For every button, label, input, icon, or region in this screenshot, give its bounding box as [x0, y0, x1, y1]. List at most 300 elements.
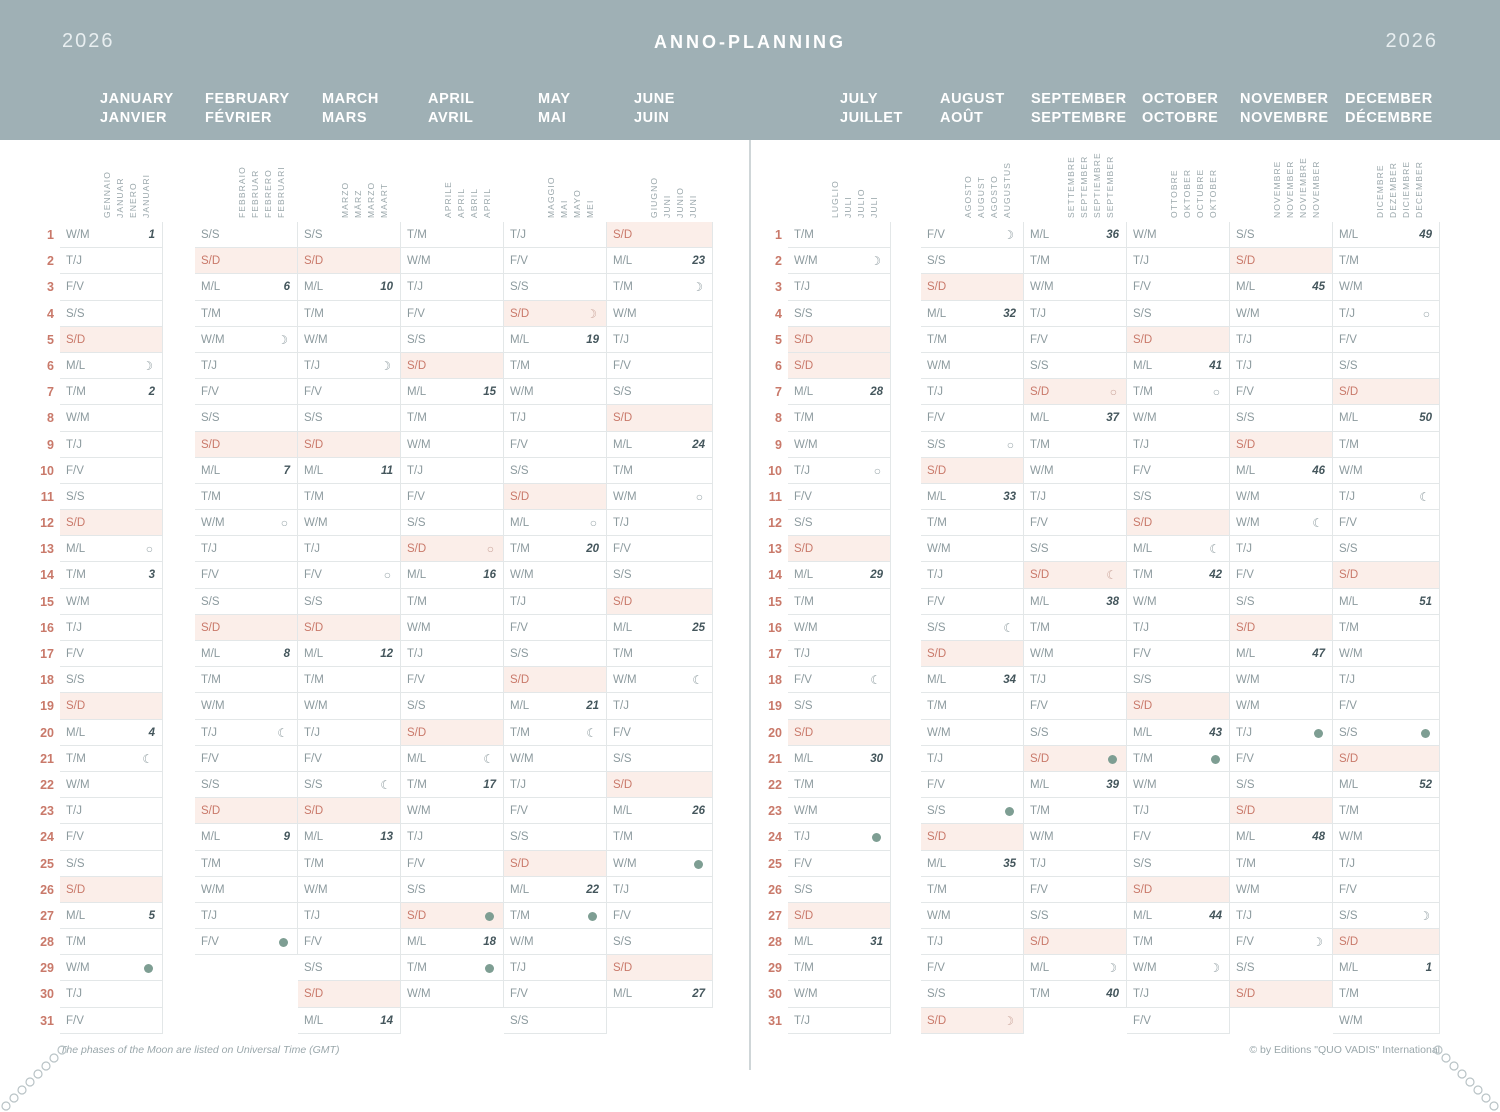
- calendar-cell[interactable]: [401, 222, 504, 248]
- calendar-cell[interactable]: [195, 536, 298, 562]
- calendar-cell[interactable]: [921, 484, 1024, 510]
- calendar-cell[interactable]: [1024, 877, 1127, 903]
- calendar-cell[interactable]: [1333, 772, 1440, 798]
- calendar-cell[interactable]: [607, 589, 713, 615]
- calendar-cell[interactable]: [607, 824, 713, 850]
- calendar-cell[interactable]: [401, 248, 504, 274]
- calendar-cell[interactable]: [298, 432, 401, 458]
- calendar-cell[interactable]: [921, 667, 1024, 693]
- calendar-cell[interactable]: [788, 824, 891, 850]
- calendar-cell[interactable]: [788, 981, 891, 1007]
- calendar-cell[interactable]: [921, 353, 1024, 379]
- calendar-cell[interactable]: [1333, 353, 1440, 379]
- calendar-cell[interactable]: [921, 405, 1024, 431]
- calendar-cell[interactable]: [401, 353, 504, 379]
- calendar-cell[interactable]: [1024, 379, 1127, 405]
- calendar-cell[interactable]: [1127, 379, 1230, 405]
- calendar-cell[interactable]: [60, 562, 163, 588]
- calendar-cell[interactable]: [921, 851, 1024, 877]
- calendar-cell[interactable]: [504, 824, 607, 850]
- calendar-cell[interactable]: [298, 458, 401, 484]
- calendar-cell[interactable]: [1024, 641, 1127, 667]
- calendar-cell[interactable]: [788, 851, 891, 877]
- calendar-cell[interactable]: [298, 589, 401, 615]
- calendar-cell[interactable]: [401, 379, 504, 405]
- calendar-cell[interactable]: [921, 274, 1024, 300]
- calendar-cell[interactable]: [504, 955, 607, 981]
- calendar-cell[interactable]: [1024, 981, 1127, 1007]
- calendar-cell[interactable]: [788, 720, 891, 746]
- calendar-cell[interactable]: [1230, 693, 1333, 719]
- calendar-cell[interactable]: [607, 746, 713, 772]
- calendar-cell[interactable]: [788, 929, 891, 955]
- calendar-cell[interactable]: [1127, 248, 1230, 274]
- calendar-cell[interactable]: [60, 301, 163, 327]
- calendar-cell[interactable]: [607, 353, 713, 379]
- calendar-cell[interactable]: [607, 877, 713, 903]
- calendar-cell[interactable]: [788, 641, 891, 667]
- calendar-cell[interactable]: [1333, 851, 1440, 877]
- calendar-cell[interactable]: [607, 667, 713, 693]
- calendar-cell[interactable]: [788, 405, 891, 431]
- calendar-cell[interactable]: [921, 929, 1024, 955]
- calendar-cell[interactable]: [1230, 510, 1333, 536]
- calendar-cell[interactable]: [401, 798, 504, 824]
- calendar-cell[interactable]: [60, 379, 163, 405]
- calendar-cell[interactable]: [195, 353, 298, 379]
- calendar-cell[interactable]: [607, 510, 713, 536]
- calendar-cell[interactable]: [607, 536, 713, 562]
- calendar-cell[interactable]: [504, 929, 607, 955]
- calendar-cell[interactable]: [401, 929, 504, 955]
- calendar-cell[interactable]: [401, 405, 504, 431]
- calendar-cell[interactable]: [1024, 1008, 1127, 1034]
- calendar-cell[interactable]: [1024, 798, 1127, 824]
- calendar-cell[interactable]: [401, 484, 504, 510]
- calendar-cell[interactable]: [1127, 589, 1230, 615]
- calendar-cell[interactable]: [60, 222, 163, 248]
- calendar-cell[interactable]: [195, 981, 298, 1007]
- calendar-cell[interactable]: [298, 562, 401, 588]
- calendar-cell[interactable]: [1333, 589, 1440, 615]
- calendar-cell[interactable]: [1127, 484, 1230, 510]
- calendar-cell[interactable]: [504, 746, 607, 772]
- calendar-cell[interactable]: [195, 432, 298, 458]
- calendar-cell[interactable]: [1230, 981, 1333, 1007]
- calendar-cell[interactable]: [921, 510, 1024, 536]
- calendar-cell[interactable]: [195, 562, 298, 588]
- calendar-cell[interactable]: [1230, 405, 1333, 431]
- calendar-cell[interactable]: [607, 1008, 713, 1034]
- calendar-cell[interactable]: [1333, 667, 1440, 693]
- calendar-cell[interactable]: [504, 589, 607, 615]
- calendar-cell[interactable]: [401, 615, 504, 641]
- calendar-cell[interactable]: [1230, 327, 1333, 353]
- calendar-cell[interactable]: [1024, 274, 1127, 300]
- calendar-cell[interactable]: [1024, 746, 1127, 772]
- calendar-cell[interactable]: [1333, 484, 1440, 510]
- calendar-cell[interactable]: [1333, 641, 1440, 667]
- calendar-cell[interactable]: [1230, 536, 1333, 562]
- calendar-cell[interactable]: [1127, 458, 1230, 484]
- calendar-cell[interactable]: [1333, 720, 1440, 746]
- calendar-cell[interactable]: [401, 562, 504, 588]
- calendar-cell[interactable]: [1127, 877, 1230, 903]
- calendar-cell[interactable]: [921, 798, 1024, 824]
- calendar-cell[interactable]: [1333, 824, 1440, 850]
- calendar-cell[interactable]: [788, 327, 891, 353]
- calendar-cell[interactable]: [504, 222, 607, 248]
- calendar-cell[interactable]: [1127, 510, 1230, 536]
- calendar-cell[interactable]: [504, 693, 607, 719]
- calendar-cell[interactable]: [60, 772, 163, 798]
- calendar-cell[interactable]: [1333, 327, 1440, 353]
- calendar-cell[interactable]: [788, 274, 891, 300]
- calendar-cell[interactable]: [607, 484, 713, 510]
- calendar-cell[interactable]: [788, 746, 891, 772]
- calendar-cell[interactable]: [504, 562, 607, 588]
- calendar-cell[interactable]: [1024, 353, 1127, 379]
- calendar-cell[interactable]: [401, 589, 504, 615]
- calendar-cell[interactable]: [788, 798, 891, 824]
- calendar-cell[interactable]: [60, 955, 163, 981]
- calendar-cell[interactable]: [60, 615, 163, 641]
- calendar-cell[interactable]: [195, 458, 298, 484]
- calendar-cell[interactable]: [1127, 301, 1230, 327]
- calendar-cell[interactable]: [504, 274, 607, 300]
- calendar-cell[interactable]: [298, 405, 401, 431]
- calendar-cell[interactable]: [1230, 353, 1333, 379]
- calendar-cell[interactable]: [607, 222, 713, 248]
- calendar-cell[interactable]: [788, 301, 891, 327]
- calendar-cell[interactable]: [401, 536, 504, 562]
- calendar-cell[interactable]: [1127, 824, 1230, 850]
- calendar-cell[interactable]: [1230, 248, 1333, 274]
- calendar-cell[interactable]: [298, 903, 401, 929]
- calendar-cell[interactable]: [1024, 301, 1127, 327]
- calendar-cell[interactable]: [298, 824, 401, 850]
- calendar-cell[interactable]: [1230, 379, 1333, 405]
- calendar-cell[interactable]: [1127, 798, 1230, 824]
- calendar-cell[interactable]: [1230, 851, 1333, 877]
- calendar-cell[interactable]: [504, 248, 607, 274]
- calendar-cell[interactable]: [1127, 432, 1230, 458]
- calendar-cell[interactable]: [921, 222, 1024, 248]
- calendar-cell[interactable]: [401, 903, 504, 929]
- calendar-cell[interactable]: [921, 379, 1024, 405]
- calendar-cell[interactable]: [1230, 903, 1333, 929]
- calendar-cell[interactable]: [1230, 301, 1333, 327]
- calendar-cell[interactable]: [1127, 274, 1230, 300]
- calendar-cell[interactable]: [401, 981, 504, 1007]
- calendar-cell[interactable]: [1024, 562, 1127, 588]
- calendar-cell[interactable]: [195, 484, 298, 510]
- calendar-cell[interactable]: [60, 589, 163, 615]
- calendar-cell[interactable]: [195, 274, 298, 300]
- calendar-cell[interactable]: [1024, 432, 1127, 458]
- calendar-cell[interactable]: [504, 327, 607, 353]
- calendar-cell[interactable]: [1024, 851, 1127, 877]
- calendar-cell[interactable]: [788, 772, 891, 798]
- calendar-cell[interactable]: [195, 772, 298, 798]
- calendar-cell[interactable]: [1230, 589, 1333, 615]
- calendar-cell[interactable]: [195, 877, 298, 903]
- calendar-cell[interactable]: [60, 667, 163, 693]
- calendar-cell[interactable]: [607, 248, 713, 274]
- calendar-cell[interactable]: [195, 903, 298, 929]
- calendar-cell[interactable]: [504, 615, 607, 641]
- calendar-cell[interactable]: [921, 981, 1024, 1007]
- calendar-cell[interactable]: [1230, 222, 1333, 248]
- calendar-cell[interactable]: [1230, 955, 1333, 981]
- calendar-cell[interactable]: [195, 824, 298, 850]
- calendar-cell[interactable]: [1333, 903, 1440, 929]
- calendar-cell[interactable]: [788, 484, 891, 510]
- calendar-cell[interactable]: [1127, 615, 1230, 641]
- calendar-cell[interactable]: [921, 693, 1024, 719]
- calendar-cell[interactable]: [504, 405, 607, 431]
- calendar-cell[interactable]: [607, 432, 713, 458]
- calendar-cell[interactable]: [1230, 484, 1333, 510]
- calendar-cell[interactable]: [921, 955, 1024, 981]
- calendar-cell[interactable]: [60, 798, 163, 824]
- calendar-cell[interactable]: [607, 641, 713, 667]
- calendar-cell[interactable]: [504, 353, 607, 379]
- calendar-cell[interactable]: [1024, 327, 1127, 353]
- calendar-cell[interactable]: [1333, 274, 1440, 300]
- calendar-cell[interactable]: [60, 274, 163, 300]
- calendar-cell[interactable]: [504, 641, 607, 667]
- calendar-cell[interactable]: [788, 615, 891, 641]
- calendar-cell[interactable]: [607, 327, 713, 353]
- calendar-cell[interactable]: [921, 772, 1024, 798]
- calendar-cell[interactable]: [401, 824, 504, 850]
- calendar-cell[interactable]: [1333, 510, 1440, 536]
- calendar-cell[interactable]: [921, 824, 1024, 850]
- calendar-cell[interactable]: [298, 877, 401, 903]
- calendar-cell[interactable]: [60, 693, 163, 719]
- calendar-cell[interactable]: [788, 458, 891, 484]
- calendar-cell[interactable]: [1127, 1008, 1230, 1034]
- calendar-cell[interactable]: [298, 981, 401, 1007]
- calendar-cell[interactable]: [504, 1008, 607, 1034]
- calendar-cell[interactable]: [401, 851, 504, 877]
- calendar-cell[interactable]: [298, 720, 401, 746]
- calendar-cell[interactable]: [60, 981, 163, 1007]
- calendar-cell[interactable]: [401, 877, 504, 903]
- calendar-cell[interactable]: [607, 405, 713, 431]
- calendar-cell[interactable]: [504, 720, 607, 746]
- calendar-cell[interactable]: [1127, 903, 1230, 929]
- calendar-cell[interactable]: [607, 301, 713, 327]
- calendar-cell[interactable]: [1127, 772, 1230, 798]
- calendar-cell[interactable]: [401, 327, 504, 353]
- calendar-cell[interactable]: [1333, 562, 1440, 588]
- calendar-cell[interactable]: [1230, 746, 1333, 772]
- calendar-cell[interactable]: [1127, 641, 1230, 667]
- calendar-cell[interactable]: [1024, 615, 1127, 641]
- calendar-cell[interactable]: [1024, 955, 1127, 981]
- calendar-cell[interactable]: [401, 458, 504, 484]
- calendar-cell[interactable]: [298, 851, 401, 877]
- calendar-cell[interactable]: [921, 903, 1024, 929]
- calendar-cell[interactable]: [60, 746, 163, 772]
- calendar-cell[interactable]: [1024, 222, 1127, 248]
- calendar-cell[interactable]: [1333, 615, 1440, 641]
- calendar-cell[interactable]: [1127, 720, 1230, 746]
- calendar-cell[interactable]: [298, 327, 401, 353]
- calendar-cell[interactable]: [298, 955, 401, 981]
- calendar-cell[interactable]: [60, 1008, 163, 1034]
- calendar-cell[interactable]: [607, 274, 713, 300]
- calendar-cell[interactable]: [788, 589, 891, 615]
- calendar-cell[interactable]: [1024, 693, 1127, 719]
- calendar-cell[interactable]: [401, 432, 504, 458]
- calendar-cell[interactable]: [1333, 1008, 1440, 1034]
- calendar-cell[interactable]: [195, 615, 298, 641]
- calendar-cell[interactable]: [788, 667, 891, 693]
- calendar-cell[interactable]: [1230, 798, 1333, 824]
- calendar-cell[interactable]: [788, 903, 891, 929]
- calendar-cell[interactable]: [607, 955, 713, 981]
- calendar-cell[interactable]: [60, 484, 163, 510]
- calendar-cell[interactable]: [195, 301, 298, 327]
- calendar-cell[interactable]: [788, 693, 891, 719]
- calendar-cell[interactable]: [298, 798, 401, 824]
- calendar-cell[interactable]: [298, 929, 401, 955]
- calendar-cell[interactable]: [60, 877, 163, 903]
- calendar-cell[interactable]: [1230, 562, 1333, 588]
- calendar-cell[interactable]: [921, 1008, 1024, 1034]
- calendar-cell[interactable]: [504, 667, 607, 693]
- calendar-cell[interactable]: [1333, 222, 1440, 248]
- calendar-cell[interactable]: [60, 536, 163, 562]
- calendar-cell[interactable]: [788, 222, 891, 248]
- calendar-cell[interactable]: [195, 510, 298, 536]
- calendar-cell[interactable]: [1333, 929, 1440, 955]
- calendar-cell[interactable]: [1333, 405, 1440, 431]
- calendar-cell[interactable]: [401, 301, 504, 327]
- calendar-cell[interactable]: [1333, 458, 1440, 484]
- calendar-cell[interactable]: [298, 667, 401, 693]
- calendar-cell[interactable]: [921, 615, 1024, 641]
- calendar-cell[interactable]: [60, 903, 163, 929]
- calendar-cell[interactable]: [298, 1008, 401, 1034]
- calendar-cell[interactable]: [195, 405, 298, 431]
- calendar-cell[interactable]: [607, 562, 713, 588]
- calendar-cell[interactable]: [1024, 667, 1127, 693]
- calendar-cell[interactable]: [195, 955, 298, 981]
- calendar-cell[interactable]: [1024, 248, 1127, 274]
- calendar-cell[interactable]: [60, 248, 163, 274]
- calendar-cell[interactable]: [195, 929, 298, 955]
- calendar-cell[interactable]: [607, 720, 713, 746]
- calendar-cell[interactable]: [60, 720, 163, 746]
- calendar-cell[interactable]: [401, 746, 504, 772]
- calendar-cell[interactable]: [607, 772, 713, 798]
- calendar-cell[interactable]: [1230, 667, 1333, 693]
- calendar-cell[interactable]: [60, 851, 163, 877]
- calendar-cell[interactable]: [401, 720, 504, 746]
- calendar-cell[interactable]: [788, 562, 891, 588]
- calendar-cell[interactable]: [195, 746, 298, 772]
- calendar-cell[interactable]: [298, 641, 401, 667]
- calendar-cell[interactable]: [298, 248, 401, 274]
- calendar-cell[interactable]: [195, 667, 298, 693]
- calendar-cell[interactable]: [1024, 405, 1127, 431]
- calendar-cell[interactable]: [195, 720, 298, 746]
- calendar-cell[interactable]: [504, 851, 607, 877]
- calendar-cell[interactable]: [921, 458, 1024, 484]
- calendar-cell[interactable]: [195, 1008, 298, 1034]
- calendar-cell[interactable]: [607, 615, 713, 641]
- calendar-cell[interactable]: [60, 405, 163, 431]
- calendar-cell[interactable]: [504, 379, 607, 405]
- calendar-cell[interactable]: [921, 877, 1024, 903]
- calendar-cell[interactable]: [195, 693, 298, 719]
- calendar-cell[interactable]: [607, 903, 713, 929]
- calendar-cell[interactable]: [788, 955, 891, 981]
- calendar-cell[interactable]: [788, 248, 891, 274]
- calendar-cell[interactable]: [607, 458, 713, 484]
- calendar-cell[interactable]: [1127, 693, 1230, 719]
- calendar-cell[interactable]: [1333, 693, 1440, 719]
- calendar-cell[interactable]: [195, 379, 298, 405]
- calendar-cell[interactable]: [298, 536, 401, 562]
- calendar-cell[interactable]: [1024, 824, 1127, 850]
- calendar-cell[interactable]: [1024, 536, 1127, 562]
- calendar-cell[interactable]: [1127, 562, 1230, 588]
- calendar-cell[interactable]: [1333, 877, 1440, 903]
- calendar-cell[interactable]: [1230, 720, 1333, 746]
- calendar-cell[interactable]: [401, 667, 504, 693]
- calendar-cell[interactable]: [504, 432, 607, 458]
- calendar-cell[interactable]: [1333, 955, 1440, 981]
- calendar-cell[interactable]: [60, 353, 163, 379]
- calendar-cell[interactable]: [298, 693, 401, 719]
- calendar-cell[interactable]: [788, 510, 891, 536]
- calendar-cell[interactable]: [921, 248, 1024, 274]
- calendar-cell[interactable]: [1333, 432, 1440, 458]
- calendar-cell[interactable]: [607, 379, 713, 405]
- calendar-cell[interactable]: [788, 536, 891, 562]
- calendar-cell[interactable]: [1024, 903, 1127, 929]
- calendar-cell[interactable]: [1024, 484, 1127, 510]
- calendar-cell[interactable]: [607, 929, 713, 955]
- calendar-cell[interactable]: [401, 955, 504, 981]
- calendar-cell[interactable]: [788, 1008, 891, 1034]
- calendar-cell[interactable]: [1127, 536, 1230, 562]
- calendar-cell[interactable]: [195, 798, 298, 824]
- calendar-cell[interactable]: [195, 851, 298, 877]
- calendar-cell[interactable]: [401, 641, 504, 667]
- calendar-cell[interactable]: [298, 746, 401, 772]
- calendar-cell[interactable]: [60, 641, 163, 667]
- calendar-cell[interactable]: [195, 327, 298, 353]
- calendar-cell[interactable]: [504, 903, 607, 929]
- calendar-cell[interactable]: [195, 641, 298, 667]
- calendar-cell[interactable]: [1127, 746, 1230, 772]
- calendar-cell[interactable]: [298, 222, 401, 248]
- calendar-cell[interactable]: [921, 432, 1024, 458]
- calendar-cell[interactable]: [1127, 353, 1230, 379]
- calendar-cell[interactable]: [504, 536, 607, 562]
- calendar-cell[interactable]: [298, 353, 401, 379]
- calendar-cell[interactable]: [1230, 772, 1333, 798]
- calendar-cell[interactable]: [1127, 929, 1230, 955]
- calendar-cell[interactable]: [1333, 798, 1440, 824]
- calendar-cell[interactable]: [1127, 405, 1230, 431]
